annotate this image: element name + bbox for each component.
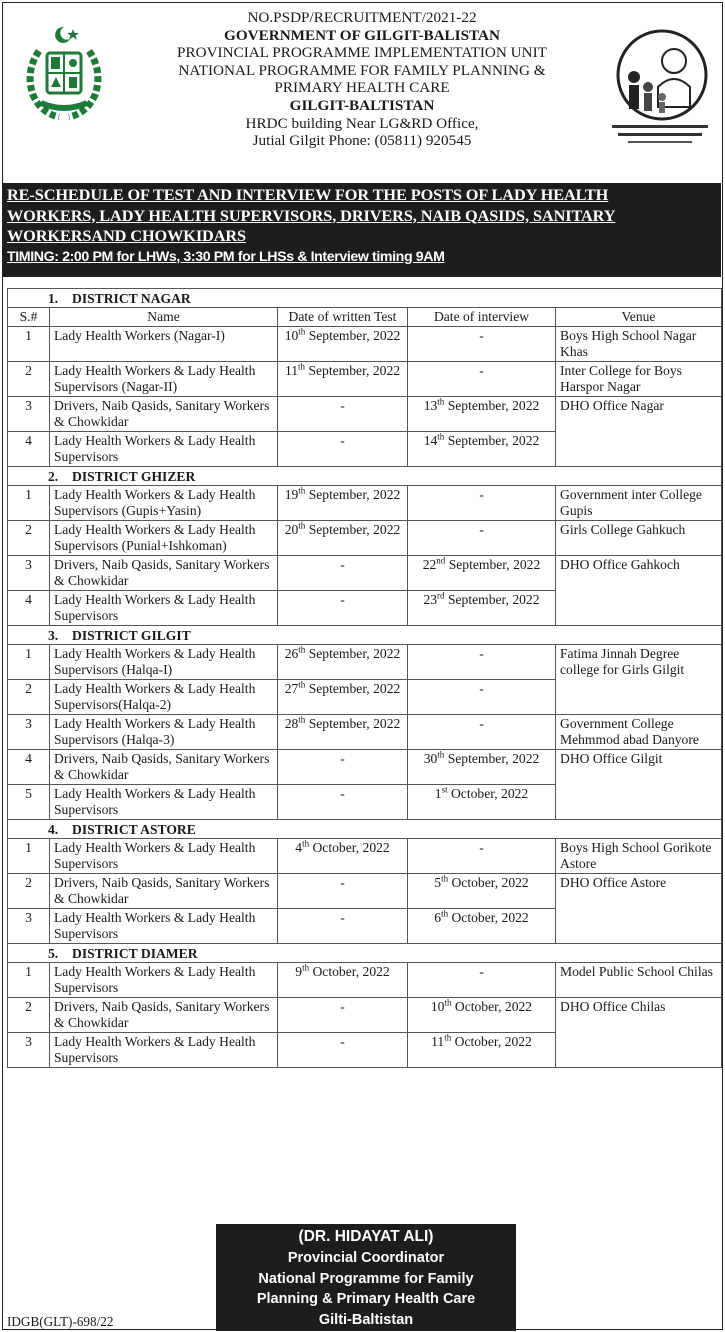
table-row: 3 Drivers, Naib Qasids, Sanitary Workers & Chowkidar - 13th September, 2022 DHO Office Nagar [8, 396, 722, 431]
table-row: 4 Lady Health Workers & Lady Health Supervisors - 23rd September, 2022 [8, 590, 722, 625]
venue-cell: DHO Office Nagar [556, 396, 722, 466]
venue-cell: Fatima Jinnah Degree college for Girls Gilgit [556, 644, 722, 714]
district-header: 3. DISTRICT GILGIT [8, 625, 722, 644]
table-row: 1 Lady Health Workers & Lady Health Supervisors 9th October, 2022 - Model Public School Chilas [8, 962, 722, 997]
schedule-table [7, 288, 722, 1068]
venue-cell: DHO Office Gilgit [556, 749, 722, 819]
table-row: 2 Lady Health Workers & Lady Health Supervisors (Punial+Ishkoman) 20th September, 2022 - Girls College Gahkuch [8, 520, 722, 555]
table-row: 3 Lady Health Workers & Lady Health Supervisors - 6th October, 2022 [8, 908, 722, 943]
district-header: 4. DISTRICT ASTORE [8, 819, 722, 838]
region-name: GILGIT-BALTISTAN [289, 96, 435, 114]
table-row: 1 Lady Health Workers & Lady Health Supervisors (Gupis+Yasin) 19th September, 2022 - Government inter College Gupis [8, 485, 722, 520]
family-planning-logo-icon [606, 21, 714, 161]
table-row: 2 Lady Health Workers & Lady Health Supervisors(Halqa-2) 27th September, 2022 - [8, 679, 722, 714]
table-row: 2 Lady Health Workers & Lady Health Supervisors (Nagar-II) 11th September, 2022 - Inter College for Boys Harspor Nagar [8, 361, 722, 396]
signatory-designation: Provincial Coordinator [287, 1249, 445, 1266]
table-header-row [8, 308, 722, 327]
header [3, 3, 721, 183]
signatory-name: (DR. HIDAYAT ALI) [298, 1228, 434, 1245]
table-row: 3 Lady Health Workers & Lady Health Supervisors (Halqa-3) 28th September, 2022 - Government College Mehmmod abad Danyore [8, 714, 722, 749]
address-line-1: HRDC building Near LG&RD Office, [245, 114, 479, 132]
government-name: GOVERNMENT OF GILGIT-BALISTAN [224, 26, 500, 44]
column-header: Venue [556, 308, 722, 327]
column-header: Name [50, 308, 278, 327]
programme-line-1: NATIONAL PROGRAMME FOR FAMILY PLANNING & [178, 61, 546, 79]
venue-cell: DHO Office Gahkoch [556, 555, 722, 625]
table-row: 5 Lady Health Workers & Lady Health Supervisors - 1st October, 2022 [8, 784, 722, 819]
table-row: 1 Lady Health Workers & Lady Health Supervisors 4th October, 2022 - Boys High School Gorikote Astore [8, 838, 722, 873]
table-row: 3 Drivers, Naib Qasids, Sanitary Workers & Chowkidar - 22nd September, 2022 DHO Office Gahkoch [8, 555, 722, 590]
title-line-1: RE-SCHEDULE OF TEST AND INTERVIEW FOR THE POSTS OF LADY HEALTH [7, 185, 609, 204]
footer-reference: IDGB(GLT)-698/22 [7, 1314, 114, 1329]
column-header: Date of written Test [278, 308, 408, 327]
reference-number: NO.PSDP/RECRUITMENT/2021-22 [247, 9, 477, 26]
unit-name: PROVINCIAL PROGRAMME IMPLEMENTATION UNIT [177, 44, 547, 62]
title-banner [3, 183, 721, 277]
district-header: 5. DISTRICT DIAMER [8, 943, 722, 962]
table-row: 4 Drivers, Naib Qasids, Sanitary Workers & Chowkidar - 30th September, 2022 DHO Office Gilgit [8, 749, 722, 784]
signatory-line-2: National Programme for Family [258, 1270, 474, 1287]
title-line-3: WORKERSAND CHOWKIDARS [7, 226, 246, 245]
timing-line: TIMING: 2:00 PM for LHWs, 3:30 PM for LHSs & Interview timing 9AM [7, 248, 445, 265]
table-row: 4 Lady Health Workers & Lady Health Supervisors - 14th September, 2022 [8, 431, 722, 466]
address-line-2: Jutial Gilgit Phone: (05811) 920545 [252, 132, 472, 150]
table-row: 2 Drivers, Naib Qasids, Sanitary Workers & Chowkidar - 5th October, 2022 DHO Office Astore [8, 873, 722, 908]
table-row: 2 Drivers, Naib Qasids, Sanitary Workers & Chowkidar - 10th October, 2022 DHO Office Chilas [8, 997, 722, 1032]
venue-cell: DHO Office Chilas [556, 997, 722, 1067]
title-line-2: WORKERS, LADY HEALTH SUPERVISORS, DRIVERS, NAIB QASIDS, SANITARY [7, 205, 616, 225]
table-row: 1 Lady Health Workers (Nagar-I) 10th September, 2022 - Boys High School Nagar Khas [8, 326, 722, 361]
table-row: 1 Lady Health Workers & Lady Health Supervisors (Halqa-I) 26th September, 2022 - Fatima Jinnah Degree college for Girls Gilgit [8, 644, 722, 679]
advertisement-page [2, 2, 723, 1330]
programme-line-2: PRIMARY HEALTH CARE [274, 79, 450, 97]
signatory-line-4: Gilti-Baltistan [318, 1312, 414, 1329]
district-header: 2. DISTRICT GHIZER [8, 466, 722, 485]
district-header: 1. DISTRICT NAGAR [8, 289, 722, 308]
venue-cell: DHO Office Astore [556, 873, 722, 943]
signature-block [216, 1224, 516, 1331]
column-header: S.# [8, 308, 50, 327]
signatory-line-3: Planning & Primary Health Care [256, 1291, 476, 1308]
gilgit-baltistan-emblem-icon [19, 23, 109, 123]
table-row: 3 Lady Health Workers & Lady Health Supervisors - 11th October, 2022 [8, 1032, 722, 1067]
column-header: Date of interview [408, 308, 556, 327]
